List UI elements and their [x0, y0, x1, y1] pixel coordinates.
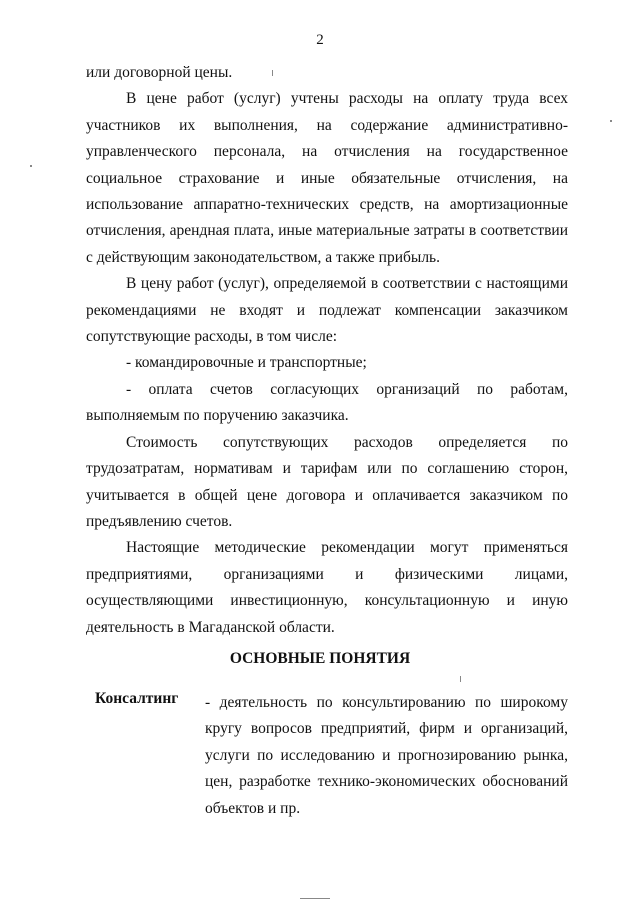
list-item-invoices: - оплата счетов согласующих организаций по работам, выполняемым по поручению заказчика. [86, 380, 568, 425]
scan-speck [610, 120, 612, 122]
term-definition: - деятельность по консультированию по широкому кругу вопросов предприятий, фирм и организаций, услуги по исследованию и прогнозированию рынка, цен, разработке технико-экономических обоснований объектов и пр. [205, 694, 568, 817]
paragraph-price-costs: В цене работ (услуг) учтены расходы на оплату труда всех участников их выполнения, на содержание административно-управленческого персонала, на отчисления на государственное социальное страхование и иные обязательные отчисления, на использование аппаратно-технических средств, на амортизационные отчисления, арендная плата, иные материальные затраты в соответствии с действующим законодательством, а также прибыль. [86, 90, 568, 266]
scan-speck [300, 898, 330, 899]
scan-speck [460, 676, 461, 682]
paragraph-continuation: или договорной цены. [86, 64, 233, 81]
body-text [86, 60, 568, 641]
paragraph-related-costs: Стоимость сопутствующих расходов определяется по трудозатратам, нормативам и тарифам или по соглашению сторон, учитывается в общей цене договора и оплачивается заказчиком по предъявлению счетов. [86, 433, 568, 530]
term-name: Консалтинг [95, 690, 179, 707]
list-item-travel: - командировочные и транспортные; [126, 354, 367, 372]
section-heading: ОСНОВНЫЕ ПОНЯТИЯ [229, 650, 411, 667]
page-number: 2 [316, 32, 324, 48]
paragraph-applicability: Настоящие методические рекомендации могут применяться предприятиями, организациями и физическими лицами, осуществляющими инвестиционную, консультационную и иную деятельность в Магаданской области. [86, 539, 568, 636]
paragraph-excluded-costs: В цену работ (услуг), определяемой в соответствии с настоящими рекомендациями не входят и подлежат компенсации заказчиком сопутствующие расходы, в том числе: [86, 275, 568, 346]
scan-speck [272, 70, 273, 76]
scan-speck [30, 165, 32, 167]
